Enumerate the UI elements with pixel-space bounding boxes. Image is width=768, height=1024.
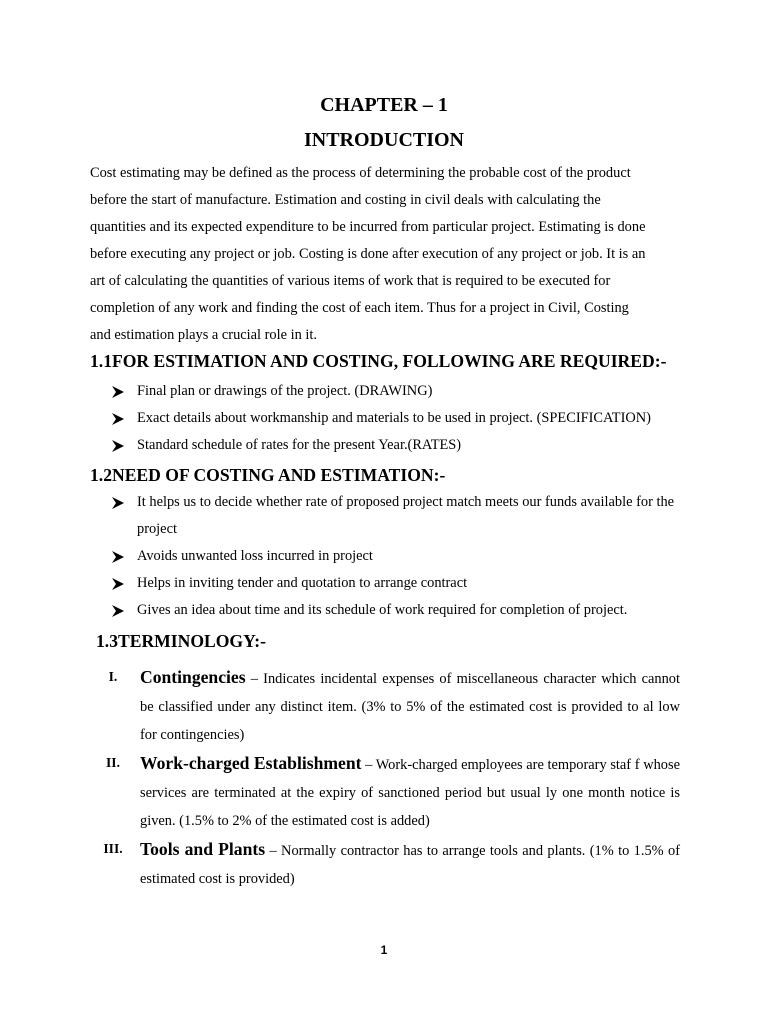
term-description: Indicates incidental expenses of miscellaneous character which cannot be classified under any distinct item. (3% to 5% of the estimated cost is provided to al low for contingencies)	[140, 671, 680, 743]
term-number: II.	[106, 755, 120, 770]
section-heading-need: 1.2NEED OF COSTING AND ESTIMATION:-	[90, 465, 446, 485]
intro-line: quantities and its expected expenditure to be incurred from particular project. Estimating is done	[90, 219, 646, 235]
list-item-text: Final plan or drawings of the project. (DRAWING)	[137, 383, 433, 399]
term-name: Contingencies	[140, 667, 246, 687]
list-item-text: It helps us to decide whether rate of proposed project match meets our funds available for the project	[137, 494, 675, 537]
term-item-work-charged	[90, 749, 680, 835]
term-name: Work-charged Establishment	[140, 753, 362, 773]
list-item-text: Avoids unwanted loss incurred in project	[137, 548, 373, 564]
term-dash: –	[245, 671, 264, 687]
list-item-text: Gives an idea about time and its schedule of work required for completion of project.	[137, 602, 628, 618]
arrowhead-bullet-icon	[112, 386, 124, 398]
arrowhead-bullet-icon	[112, 413, 124, 425]
term-item-contingencies	[90, 663, 680, 749]
intro-line: Cost estimating may be defined as the process of determining the probable cost of the product	[90, 165, 631, 181]
intro-line: completion of any work and finding the cost of each item. Thus for a project in Civil, Costing	[90, 300, 629, 316]
term-name: Tools and Plants	[140, 839, 266, 859]
list-item	[112, 597, 682, 624]
need-list	[112, 489, 682, 624]
terminology-list	[90, 663, 680, 893]
intro-paragraph	[90, 160, 680, 349]
term-dash: –	[265, 843, 282, 859]
list-item	[112, 405, 682, 432]
intro-line: before executing any project or job. Costing is done after execution of any project or job. It is an	[90, 246, 646, 262]
chapter-title: INTRODUCTION	[303, 129, 465, 151]
term-description: Normally contractor has to arrange tools and plants. (1% to 1.5% of estimated cost is provided)	[140, 843, 681, 887]
term-dash: –	[361, 757, 376, 773]
arrowhead-bullet-icon	[112, 440, 124, 452]
intro-line: art of calculating the quantities of various items of work that is required to be executed for	[90, 273, 611, 289]
section-heading-terminology: 1.3TERMINOLOGY:-	[96, 631, 266, 651]
section-heading-requirements: 1.1FOR ESTIMATION AND COSTING, FOLLOWING ARE REQUIRED:-	[90, 351, 667, 371]
list-item	[112, 570, 682, 597]
intro-line: before the start of manufacture. Estimation and costing in civil deals with calculating the	[90, 192, 601, 208]
list-item	[112, 489, 682, 543]
intro-line: and estimation plays a crucial role in it.	[90, 327, 317, 343]
arrowhead-bullet-icon	[112, 605, 124, 617]
list-item-text: Standard schedule of rates for the present Year.(RATES)	[137, 437, 462, 453]
list-item	[112, 543, 682, 570]
term-number: I.	[108, 669, 118, 684]
term-item-tools-plants	[90, 835, 680, 893]
arrowhead-bullet-icon	[112, 578, 124, 590]
page-number: 1	[380, 943, 388, 957]
requirements-list	[112, 378, 682, 459]
chapter-label: CHAPTER – 1	[320, 94, 448, 116]
list-item-text: Exact details about workmanship and materials to be used in project. (SPECIFICATION)	[137, 410, 651, 426]
term-description: Work-charged employees are temporary staf f whose services are terminated at the expiry of sanctioned period but usual ly one month notice is given. (1.5% to 2% of the estimated cost is added)	[140, 757, 680, 829]
list-item-text: Helps in inviting tender and quotation to arrange contract	[137, 575, 468, 591]
arrowhead-bullet-icon	[112, 551, 124, 563]
list-item	[112, 378, 682, 405]
list-item	[112, 432, 682, 459]
term-number: III.	[103, 841, 123, 856]
arrowhead-bullet-icon	[112, 497, 124, 509]
